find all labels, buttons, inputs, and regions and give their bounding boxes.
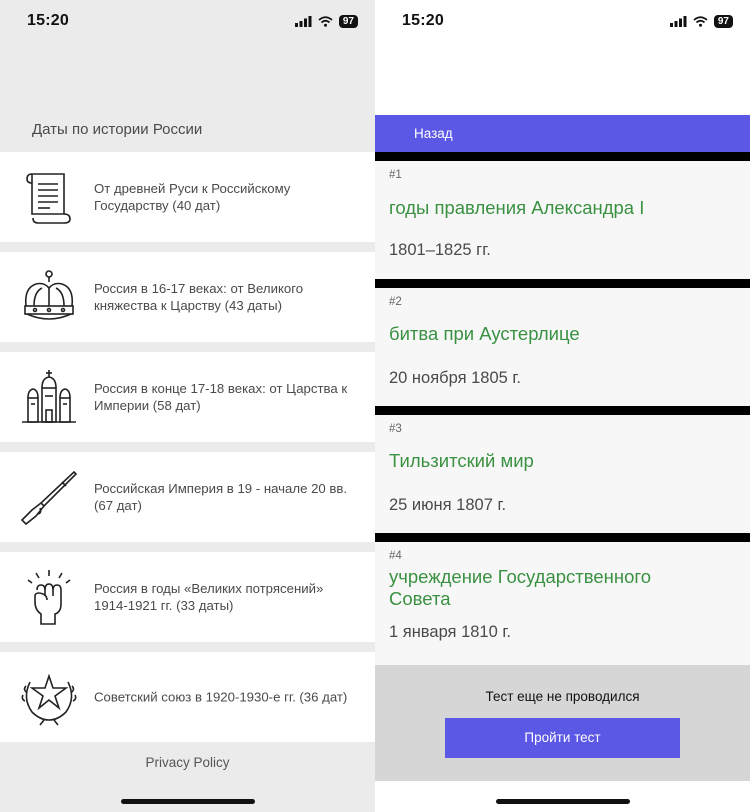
category-label: Россия в конце 17-18 веках: от Царства к Империи (58 дат) [94,381,348,413]
page-title: Даты по истории России [32,121,203,138]
status-time: 15:20 [27,12,69,29]
date-card[interactable] [375,288,750,406]
category-item[interactable] [0,152,375,242]
back-button[interactable]: Назад [414,126,453,141]
raised-fist-icon [20,568,78,626]
test-panel [375,665,750,781]
category-label: Россия в годы «Великих потрясений» 1914-1921 гг. (33 даты) [94,581,324,613]
home-indicator [121,799,255,804]
divider [375,533,750,542]
category-item[interactable] [0,452,375,542]
rifle-icon [20,468,78,526]
divider [375,152,750,161]
signal-icon [295,16,312,27]
date-value: 1 января 1810 г. [389,623,511,641]
date-number: #1 [389,169,402,181]
date-card[interactable] [375,415,750,533]
wifi-icon [318,16,333,27]
crown-icon [20,268,78,326]
date-title: битва при Аустерлице [389,323,580,344]
date-number: #4 [389,550,402,562]
category-label: Российская Империя в 19 - начале 20 вв. (67 дат) [94,481,348,513]
date-value: 25 июня 1807 г. [389,496,507,514]
star-wreath-icon [20,668,78,726]
home-indicator [496,799,630,804]
signal-icon [670,16,687,27]
wifi-icon [693,16,708,27]
date-value: 20 ноября 1805 г. [389,369,521,387]
category-label: От древней Руси к Российскому Государству (40 дат) [94,181,291,213]
cathedral-icon [20,368,78,426]
status-time: 15:20 [402,12,444,29]
date-value: 1801–1825 гг. [389,241,491,259]
date-title: учреждение Государственного Совета [389,566,652,609]
date-card[interactable] [375,542,750,665]
category-item[interactable] [0,252,375,342]
dates-screen [375,0,750,812]
battery-indicator: 97 [714,15,733,28]
category-label: Советский союз в 1920-1930-е гг. (36 дат) [94,689,348,705]
date-title: годы правления Александра I [389,197,645,218]
category-item[interactable] [0,652,375,742]
battery-indicator: 97 [339,15,358,28]
category-item[interactable] [0,552,375,642]
nav-bar [375,115,750,152]
scroll-icon [20,168,78,226]
start-test-button[interactable]: Пройти тест [445,718,680,758]
category-label: Россия в 16-17 веках: от Великого княжества к Царству (43 даты) [94,281,304,313]
privacy-policy-link[interactable]: Privacy Policy [145,755,230,770]
date-number: #3 [389,423,402,435]
status-bar [0,0,375,44]
divider [375,406,750,415]
test-status-text: Тест еще не проводился [485,689,640,704]
status-bar [375,0,750,44]
date-number: #2 [389,296,402,308]
date-title: Тильзитский мир [389,450,534,471]
category-item[interactable] [0,352,375,442]
divider [375,279,750,288]
date-card[interactable] [375,161,750,279]
